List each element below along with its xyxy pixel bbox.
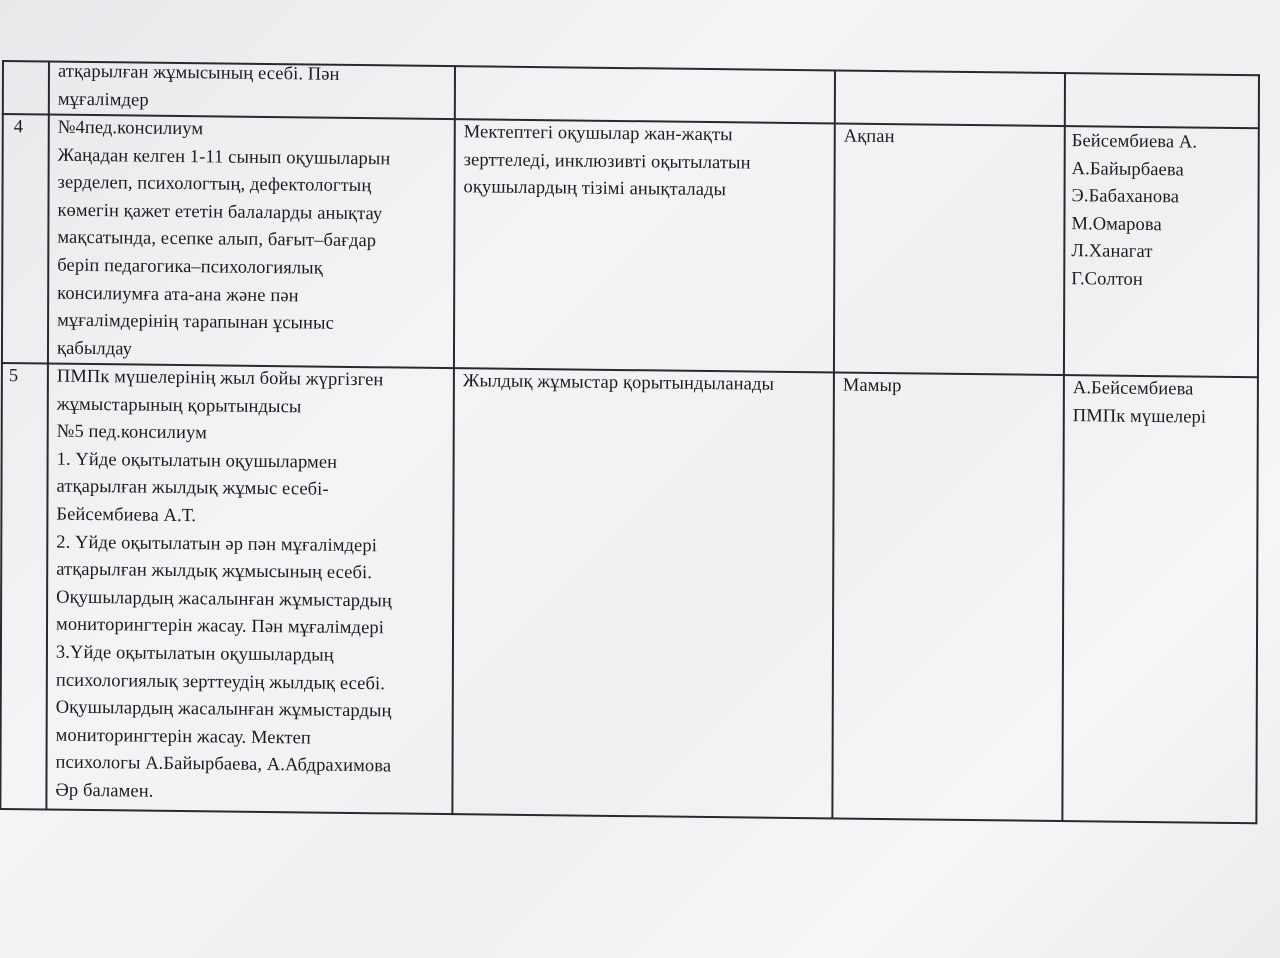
cell-line: мониторингтерін жасау. Мектеп [55, 725, 311, 749]
cell-line: оқушылардың тізімі анықталады [463, 177, 727, 201]
cell-line: ПМПк мүшелерінің жыл бойы жүргізген [56, 366, 384, 391]
cell-line: жұмыстарының қорытындысы [56, 394, 302, 417]
cell-line: Мектептегі оқушылар жан-жақты [463, 122, 733, 146]
cell-line: 3.Үйде оқытылатын оқушылардың [55, 642, 334, 666]
cell-line: Жаңадан келген 1-11 сынып оқушыларын [57, 145, 391, 170]
row-term: Мамыр [842, 375, 902, 397]
table-row-continued-content [58, 59, 340, 117]
cell-line: Э.Бабаханова [1071, 186, 1180, 208]
column-divider [1061, 72, 1065, 822]
cell-line: Бейсембиева А.Т. [56, 504, 197, 527]
cell-line: 1. Үйде оқытылатын оқушылармен [56, 449, 338, 473]
cell-line: Әр баламен. [55, 780, 154, 802]
row-number: 5 [8, 366, 19, 387]
cell-line: мақсатында, есепке алып, бағыт–бағдар [57, 228, 377, 252]
cell-line: көмегін қажет ететін балаларды анықтау [57, 200, 383, 225]
cell-line: қабылдау [56, 338, 133, 360]
cell-line: зерделеп, психологтың, дефектологтың [57, 172, 372, 197]
row-responsible [1073, 375, 1207, 432]
cell-line: А.Байырбаева [1071, 158, 1184, 181]
row-content [57, 115, 391, 367]
row-expected-result [463, 368, 774, 399]
table-right-border [1255, 74, 1259, 824]
row-number: 4 [13, 117, 24, 138]
cell-line: атқарылған жұмысының есебі. Пән [57, 61, 340, 85]
table-bottom-border [0, 808, 1257, 824]
plan-table [0, 60, 1262, 829]
cell-line: Г.Солтон [1071, 269, 1143, 290]
row-expected-result [464, 119, 751, 205]
column-divider [45, 61, 49, 811]
cell-line: Жылдық жұмыстар қорытындыланады [462, 371, 775, 395]
cell-line: №5 пед.консилиум [56, 421, 207, 444]
row-content [55, 364, 392, 809]
cell-line: Л.Ханагат [1071, 241, 1153, 263]
cell-line: психологы А.Байырбаева, А.Абдрахимова [55, 752, 392, 777]
row-term: Ақпан [843, 126, 895, 148]
row-responsible [1071, 128, 1197, 295]
cell-line: Оқушылардың жасалынған жұмыстардың [56, 587, 393, 612]
cell-line: мониторингтерін жасау. Пән мұғалімдері [55, 614, 385, 639]
cell-line: Оқушылардың жасалынған жұмыстардың [55, 697, 392, 722]
column-divider [451, 65, 455, 815]
cell-line: мұғалімдер [57, 89, 149, 111]
cell-line: 2. Үйде оқытылатын әр пән мұғалімдері [56, 532, 377, 556]
column-divider [831, 69, 835, 819]
cell-line: психологиялық зерттеудің жылдық есебі. [55, 670, 385, 694]
cell-line: мұғалімдерінің тарапынан ұсыныс [57, 310, 334, 334]
cell-line: Бейсембиева А. [1071, 131, 1198, 153]
cell-line: ПМПк мүшелері [1072, 405, 1207, 428]
cell-line: А.Бейсембиева [1072, 378, 1194, 400]
cell-line: М.Омарова [1071, 213, 1162, 235]
cell-line: беріп педагогика–психологиялық [57, 255, 323, 279]
cell-line: консилиумға ата-ана және пән [57, 283, 299, 306]
cell-line: зерттеледі, инклюзивті оқытылатын [463, 149, 751, 174]
cell-line: атқарылған жылдық жұмысының есебі. [56, 559, 372, 584]
cell-line: №4пед.консилиум [57, 117, 204, 140]
table-left-border [0, 60, 3, 810]
cell-line: атқарылған жылдық жұмыс есебі- [56, 476, 329, 501]
